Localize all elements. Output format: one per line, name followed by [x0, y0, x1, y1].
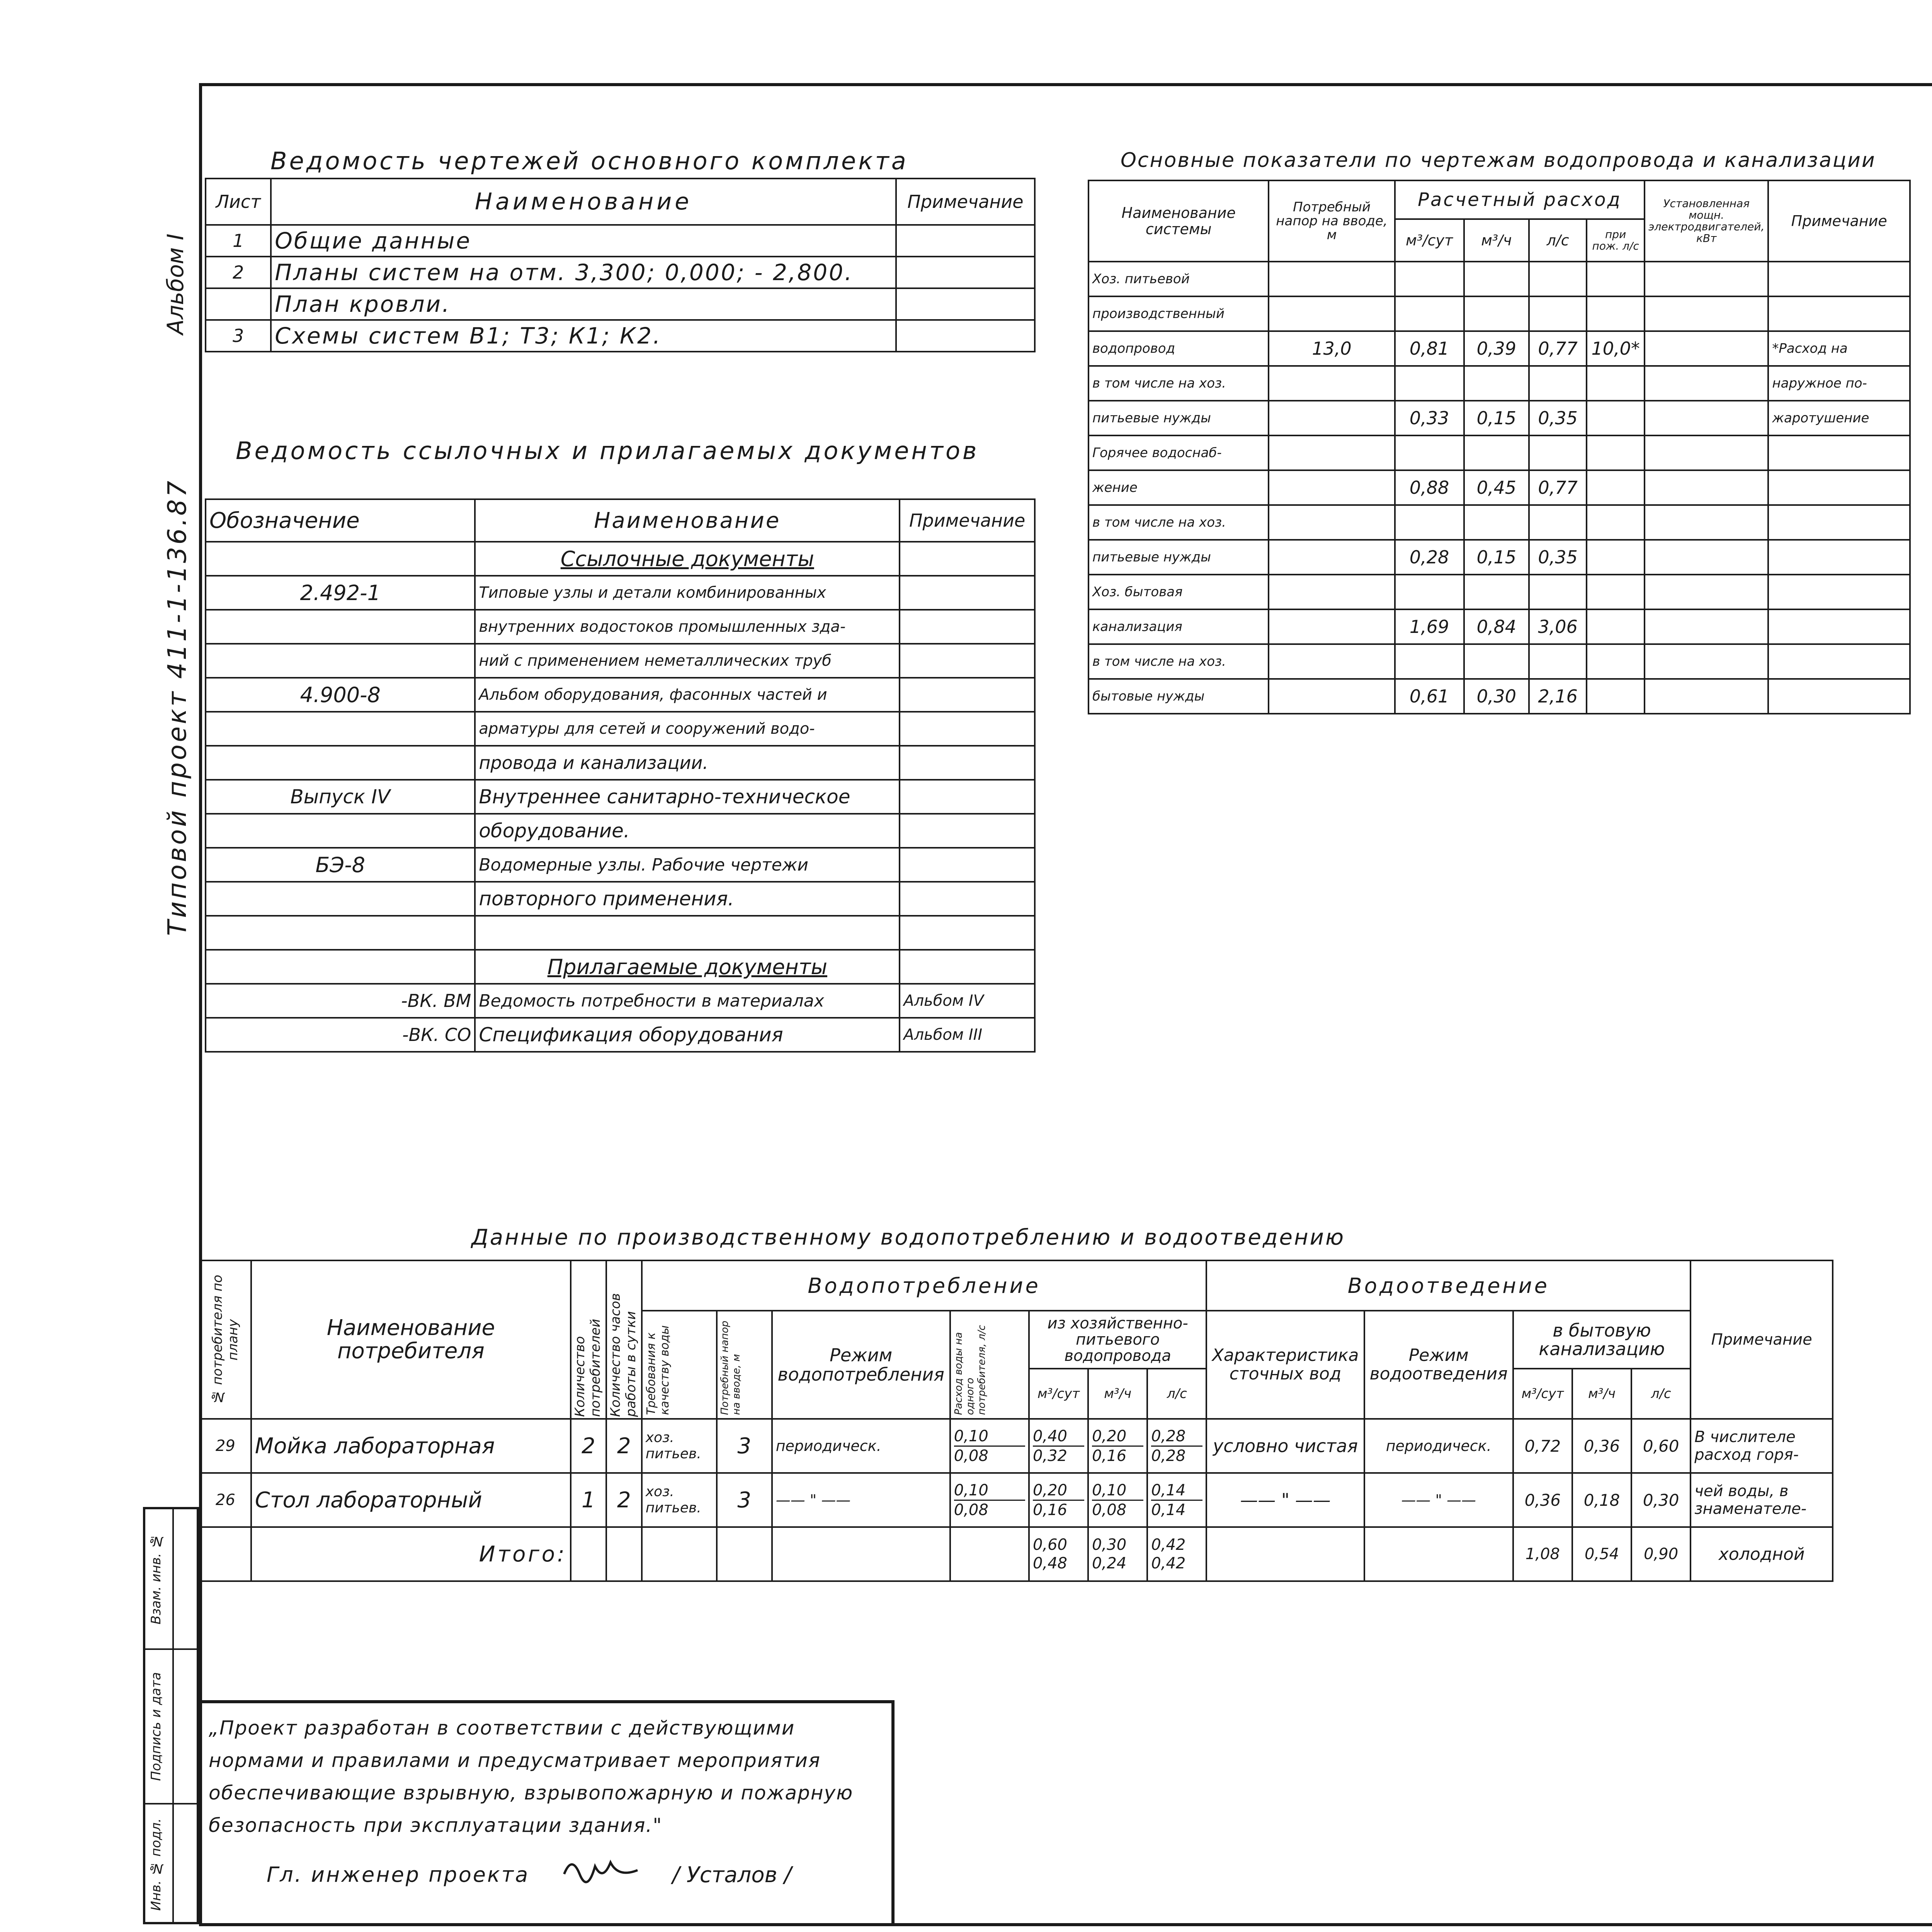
ind-cell-system: канализация: [1088, 609, 1269, 644]
ind-cell-d: [1395, 644, 1464, 679]
ind-cell-d: 0,33: [1395, 401, 1464, 435]
cell: Типовые узлы и детали комбинированных: [475, 576, 900, 610]
col-code: Обозначение: [206, 499, 475, 542]
ind-cell-head: [1269, 679, 1395, 714]
ind-cell-head: [1269, 609, 1395, 644]
cons-cell-dh: 0,36: [1572, 1419, 1631, 1473]
col-m3day: м³/сут: [1029, 1369, 1088, 1419]
cons-cell-dd: 0,72: [1513, 1419, 1572, 1473]
cell: Альбом IV: [900, 984, 1035, 1018]
col-note: Примечание: [1690, 1260, 1833, 1419]
ind-cell-h: [1464, 505, 1529, 540]
cell: провода и канализации.: [475, 746, 900, 780]
col-m3day: м³/сут: [1395, 219, 1464, 262]
cons-h-den: 0,08: [1092, 1501, 1127, 1519]
cons-cell-d: [1029, 1473, 1088, 1527]
cons-s-num: 0,28: [1151, 1427, 1202, 1447]
total-note: холодной: [1690, 1527, 1833, 1581]
ind-cell-power: [1645, 505, 1768, 540]
album-label: Альбом I: [162, 233, 189, 335]
ind-cell-f: [1587, 366, 1645, 401]
ind-cell-s: [1529, 262, 1587, 296]
ind-cell-head: [1269, 644, 1395, 679]
col-sheet: Лист: [206, 179, 271, 225]
col-dm3day: м³/сут: [1513, 1369, 1572, 1419]
ind-cell-d: 0,28: [1395, 540, 1464, 575]
cell: [896, 320, 1035, 352]
cell: [896, 257, 1035, 288]
ind-cell-s: [1529, 435, 1587, 470]
col-mode: Режим водопотребления: [772, 1311, 950, 1419]
cons-cell-mode: —— " ——: [772, 1473, 950, 1527]
cons-s-den: 0,28: [1151, 1447, 1186, 1465]
ind-cell-power: [1645, 435, 1768, 470]
ind-cell-power: [1645, 609, 1768, 644]
cell: Внутреннее санитарно-техническое: [475, 780, 900, 814]
cons-cell-hours: 2: [606, 1473, 642, 1527]
cell: ний с применением неметаллических труб: [475, 644, 900, 678]
ind-cell-note: [1768, 644, 1910, 679]
ind-cell-s: 0,35: [1529, 540, 1587, 575]
col-m3h: м³/ч: [1464, 219, 1529, 262]
ind-cell-power: [1645, 644, 1768, 679]
cell: Водомерные узлы. Рабочие чертежи: [475, 848, 900, 882]
cons-cell-ds: 0,30: [1631, 1473, 1690, 1527]
col-dm3h: м³/ч: [1572, 1369, 1631, 1419]
ind-cell-s: 0,77: [1529, 470, 1587, 505]
col-need-head: Потребный напор на вводе, м: [719, 1320, 743, 1415]
ind-cell-note: *Расход на: [1768, 331, 1910, 366]
col-flow: Расход воды на одного потребителя, л/с: [952, 1325, 988, 1415]
ind-cell-d: [1395, 575, 1464, 609]
col-note: Примечание: [1768, 180, 1910, 262]
ind-cell-s: 0,77: [1529, 331, 1587, 366]
ind-cell-f: [1587, 262, 1645, 296]
cell: Выпуск IV: [206, 780, 475, 814]
cell: повторного применения.: [475, 882, 900, 916]
consumption-title: Данные по производственному водопотреблению и водоотведению: [471, 1225, 1345, 1250]
cell: арматуры для сетей и сооружений водо-: [475, 712, 900, 746]
ind-cell-h: [1464, 262, 1529, 296]
ind-cell-d: 0,61: [1395, 679, 1464, 714]
ind-cell-f: [1587, 609, 1645, 644]
cons-cell-dmode: —— " ——: [1364, 1473, 1513, 1527]
ind-cell-h: 0,15: [1464, 540, 1529, 575]
col-to-sewer: в бытовую канализацию: [1513, 1311, 1691, 1369]
ind-cell-f: 10,0*: [1587, 331, 1645, 366]
ind-cell-note: жаротушение: [1768, 401, 1910, 435]
cons-cell-note: чей воды, в знаменателе-: [1690, 1473, 1833, 1527]
cons-cell-flow: [950, 1419, 1029, 1473]
total-ds: 0,90: [1631, 1527, 1690, 1581]
col-qty: Количество потребителей: [572, 1319, 603, 1417]
drawing-list-table: [205, 178, 1036, 352]
cell: 2.492-1: [206, 576, 475, 610]
ind-cell-s: 3,06: [1529, 609, 1587, 644]
consumption-table: [199, 1260, 1833, 1582]
ind-cell-s: [1529, 644, 1587, 679]
ind-cell-s: [1529, 296, 1587, 331]
col-num: № потребителя по плану: [210, 1275, 241, 1405]
ind-cell-head: [1269, 470, 1395, 505]
drawing-list-title: Ведомость чертежей основного комплекта: [270, 147, 908, 175]
cons-cell-note: В числителе расход горя-: [1690, 1419, 1833, 1473]
col-head: Потребный напор на вводе, м: [1269, 180, 1395, 262]
ind-cell-note: [1768, 575, 1910, 609]
col-name: Наименование: [271, 179, 896, 225]
cons-d-num: 0,40: [1033, 1427, 1084, 1447]
cons-cell-head: 3: [717, 1419, 772, 1473]
ind-cell-d: 1,69: [1395, 609, 1464, 644]
ind-cell-f: [1587, 505, 1645, 540]
ind-cell-h: 0,15: [1464, 401, 1529, 435]
ind-cell-note: наружное по-: [1768, 366, 1910, 401]
cell: 1: [206, 225, 271, 257]
ind-cell-s: 0,35: [1529, 401, 1587, 435]
statement-line: обеспечивающие взрывную, взрывопожарную и пожарную: [209, 1782, 854, 1804]
cell: Альбом оборудования, фасонных частей и: [475, 678, 900, 712]
cell: Ведомость потребности в материалах: [475, 984, 900, 1018]
ind-cell-head: [1269, 575, 1395, 609]
col-hours: Количество часов работы в сутки: [607, 1293, 639, 1417]
signer-role: Гл. инженер проекта: [267, 1862, 530, 1887]
cons-cell-ds: 0,60: [1631, 1419, 1690, 1473]
ind-cell-system: питьевые нужды: [1088, 540, 1269, 575]
cell: БЭ-8: [206, 848, 475, 882]
ind-cell-power: [1645, 262, 1768, 296]
total-d-den: 0,48: [1032, 1554, 1067, 1572]
cons-cell-h: [1088, 1473, 1147, 1527]
ind-cell-power: [1645, 575, 1768, 609]
cons-cell-char: условно чистая: [1206, 1419, 1364, 1473]
ind-cell-h: [1464, 644, 1529, 679]
ind-cell-power: [1645, 331, 1768, 366]
cons-cell-d: [1029, 1419, 1088, 1473]
cons-cell-char: —— " ——: [1206, 1473, 1364, 1527]
cons-cell-num: 26: [200, 1473, 251, 1527]
cons-cell-s: [1147, 1419, 1206, 1473]
cell: -ВК. СО: [206, 1018, 475, 1052]
section-ref: Ссылочные документы: [475, 542, 900, 576]
col-water-use: Водопотребление: [642, 1260, 1207, 1311]
ind-cell-system: в том числе на хоз.: [1088, 505, 1269, 540]
ref-list-title: Ведомость ссылочных и прилагаемых документов: [236, 437, 979, 465]
ind-cell-head: [1269, 401, 1395, 435]
col-name: Наименование: [475, 499, 900, 542]
cons-cell-mode: периодическ.: [772, 1419, 950, 1473]
stamp-replace-inv: Взам. инв. №: [148, 1533, 164, 1624]
ind-cell-d: 0,81: [1395, 331, 1464, 366]
cons-s-num: 0,14: [1151, 1481, 1202, 1501]
ind-cell-h: [1464, 296, 1529, 331]
cons-cell-name: Стол лабораторный: [251, 1473, 571, 1527]
ind-cell-h: 0,30: [1464, 679, 1529, 714]
ind-cell-f: [1587, 679, 1645, 714]
col-ls: л/с: [1529, 219, 1587, 262]
cons-flow-num: 0,10: [954, 1427, 1025, 1447]
total-h-num: 0,30: [1092, 1536, 1127, 1554]
cell: Спецификация оборудования: [475, 1018, 900, 1052]
section-att: Прилагаемые документы: [475, 950, 900, 984]
cell: [896, 288, 1035, 320]
statement: [209, 1712, 889, 1842]
statement-line: нормами и правилами и предусматривает мероприятия: [209, 1749, 821, 1772]
indicators-title: Основные показатели по чертежам водопровода и канализации: [1121, 149, 1876, 172]
ind-cell-h: 0,39: [1464, 331, 1529, 366]
col-power: Установленная мощн. электродвигателей, кВт: [1645, 180, 1768, 262]
total-label: Итого:: [251, 1527, 571, 1581]
total-h-den: 0,24: [1092, 1554, 1127, 1572]
cell: внутренних водостоков промышленных зда-: [475, 610, 900, 644]
col-fire: при пож. л/с: [1587, 219, 1645, 262]
ind-cell-f: [1587, 401, 1645, 435]
ind-cell-power: [1645, 470, 1768, 505]
total-dd: 1,08: [1513, 1527, 1572, 1581]
cell: -ВК. ВМ: [206, 984, 475, 1018]
cell: 2: [206, 257, 271, 288]
cons-s-den: 0,14: [1151, 1501, 1186, 1519]
col-disp-mode: Режим водоотведения: [1364, 1311, 1513, 1419]
ind-cell-note: [1768, 435, 1910, 470]
ind-cell-note: [1768, 540, 1910, 575]
project-side-label: Типовой проект 411-1-136.87: [162, 478, 192, 936]
ind-cell-f: [1587, 296, 1645, 331]
col-m3h: м³/ч: [1088, 1369, 1147, 1419]
total-d-num: 0,60: [1032, 1536, 1067, 1554]
cons-d-den: 0,32: [1032, 1447, 1067, 1465]
cell: План кровли.: [271, 288, 896, 320]
ind-cell-h: 0,45: [1464, 470, 1529, 505]
ind-cell-f: [1587, 470, 1645, 505]
cons-h-num: 0,20: [1092, 1427, 1143, 1447]
ind-cell-power: [1645, 366, 1768, 401]
cons-cell-s: [1147, 1473, 1206, 1527]
col-from-supply: из хозяйственно-питьевого водопровода: [1029, 1311, 1207, 1369]
ind-cell-head: 13,0: [1269, 331, 1395, 366]
cons-cell-hours: 2: [606, 1419, 642, 1473]
cons-cell-dd: 0,36: [1513, 1473, 1572, 1527]
cell: 3: [206, 320, 271, 352]
col-ls: л/с: [1147, 1369, 1206, 1419]
ind-cell-system: Горячее водоснаб-: [1088, 435, 1269, 470]
ind-cell-s: [1529, 366, 1587, 401]
ind-cell-f: [1587, 575, 1645, 609]
stamp-sign-date: Подпись и дата: [148, 1672, 164, 1781]
ind-cell-note: [1768, 609, 1910, 644]
cons-flow-den: 0,08: [954, 1501, 988, 1519]
col-quality: Требования к качеству воды: [644, 1325, 672, 1415]
cell: Схемы систем В1; Т3; К1; К2.: [271, 320, 896, 352]
ind-cell-h: [1464, 575, 1529, 609]
ind-cell-system: жение: [1088, 470, 1269, 505]
cons-cell-dh: 0,18: [1572, 1473, 1631, 1527]
ind-cell-power: [1645, 540, 1768, 575]
cons-cell-h: [1088, 1419, 1147, 1473]
ind-cell-system: в том числе на хоз.: [1088, 366, 1269, 401]
cons-cell-qty: 1: [571, 1473, 606, 1527]
total-s-num: 0,42: [1151, 1536, 1186, 1554]
cons-cell-quality: хоз. питьев.: [642, 1473, 717, 1527]
side-stamp: [143, 1507, 199, 1924]
ind-cell-head: [1269, 505, 1395, 540]
col-note: Примечание: [896, 179, 1035, 225]
ind-cell-head: [1269, 296, 1395, 331]
cons-h-den: 0,16: [1092, 1447, 1127, 1465]
ind-cell-head: [1269, 435, 1395, 470]
ind-cell-f: [1587, 644, 1645, 679]
ind-cell-power: [1645, 401, 1768, 435]
ind-cell-s: [1529, 575, 1587, 609]
ind-cell-system: водопровод: [1088, 331, 1269, 366]
ind-cell-note: [1768, 470, 1910, 505]
ind-cell-system: производственный: [1088, 296, 1269, 331]
col-note: Примечание: [900, 499, 1035, 542]
cons-d-den: 0,16: [1032, 1501, 1067, 1519]
ind-cell-f: [1587, 435, 1645, 470]
ind-cell-h: [1464, 366, 1529, 401]
ind-cell-system: в том числе на хоз.: [1088, 644, 1269, 679]
cell: Общие данные: [271, 225, 896, 257]
cell: [206, 288, 271, 320]
ind-cell-power: [1645, 296, 1768, 331]
ind-cell-note: [1768, 296, 1910, 331]
ind-cell-f: [1587, 540, 1645, 575]
stamp-inv-orig: Инв. № подл.: [148, 1818, 164, 1911]
ind-cell-s: [1529, 505, 1587, 540]
cons-cell-flow: [950, 1473, 1029, 1527]
statement-line: „Проект разработан в соответствии с действующими: [209, 1717, 795, 1739]
col-system: Наименование системы: [1088, 180, 1269, 262]
total-dh: 0,54: [1572, 1527, 1631, 1581]
ind-cell-h: [1464, 435, 1529, 470]
cell: оборудование.: [475, 814, 900, 848]
ind-cell-power: [1645, 679, 1768, 714]
cons-d-num: 0,20: [1033, 1481, 1084, 1501]
col-name: Наименование потребителя: [251, 1260, 571, 1419]
ind-cell-d: [1395, 366, 1464, 401]
ind-cell-h: 0,84: [1464, 609, 1529, 644]
cons-cell-name: Мойка лабораторная: [251, 1419, 571, 1473]
col-dls: л/с: [1631, 1369, 1690, 1419]
ind-cell-system: Хоз. бытовая: [1088, 575, 1269, 609]
cons-flow-den: 0,08: [954, 1447, 988, 1465]
total-s-den: 0,42: [1151, 1554, 1186, 1572]
col-disposal: Водоотведение: [1206, 1260, 1690, 1311]
ind-cell-head: [1269, 262, 1395, 296]
ref-list-table: [205, 498, 1036, 1053]
ind-cell-system: питьевые нужды: [1088, 401, 1269, 435]
col-char: Характеристика сточных вод: [1206, 1311, 1364, 1419]
cell: Планы систем на отм. 3,300; 0,000; - 2,800.: [271, 257, 896, 288]
ind-cell-note: [1768, 679, 1910, 714]
ind-cell-note: [1768, 505, 1910, 540]
cons-cell-head: 3: [717, 1473, 772, 1527]
cons-h-num: 0,10: [1092, 1481, 1143, 1501]
ind-cell-d: [1395, 435, 1464, 470]
cell: 4.900-8: [206, 678, 475, 712]
cons-cell-qty: 2: [571, 1419, 606, 1473]
cons-cell-num: 29: [200, 1419, 251, 1473]
cell: [896, 225, 1035, 257]
ind-cell-system: бытовые нужды: [1088, 679, 1269, 714]
statement-line: безопасность при эксплуатации здания.": [209, 1814, 663, 1837]
cons-flow-num: 0,10: [954, 1481, 1025, 1501]
ind-cell-d: 0,88: [1395, 470, 1464, 505]
ind-cell-d: [1395, 296, 1464, 331]
ind-cell-system: Хоз. питьевой: [1088, 262, 1269, 296]
ind-cell-d: [1395, 262, 1464, 296]
cons-cell-quality: хоз. питьев.: [642, 1419, 717, 1473]
ind-cell-head: [1269, 540, 1395, 575]
signer-name: / Усталов /: [672, 1862, 792, 1888]
ind-cell-s: 2,16: [1529, 679, 1587, 714]
cell: Альбом III: [900, 1018, 1035, 1052]
ind-cell-head: [1269, 366, 1395, 401]
indicators-table: [1088, 180, 1911, 714]
cons-cell-dmode: периодическ.: [1364, 1419, 1513, 1473]
ind-cell-note: [1768, 262, 1910, 296]
col-calc: Расчетный расход: [1395, 180, 1645, 219]
chief-engineer-signature: [560, 1851, 645, 1893]
ind-cell-d: [1395, 505, 1464, 540]
